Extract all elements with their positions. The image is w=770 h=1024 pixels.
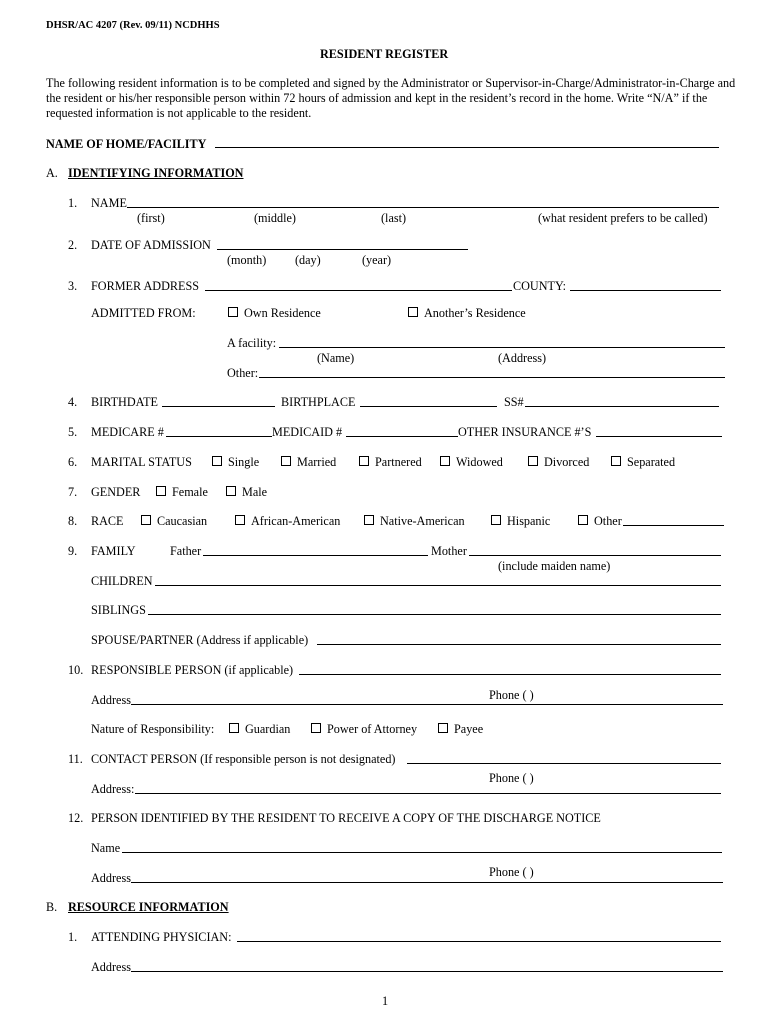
facility-label: NAME OF HOME/FACILITY bbox=[46, 137, 207, 151]
checkbox-icon bbox=[364, 515, 374, 525]
gender-option-female[interactable] bbox=[156, 485, 208, 499]
race-option-native-american[interactable] bbox=[364, 514, 465, 528]
spouse-label: SPOUSE/PARTNER (Address if applicable) bbox=[91, 633, 309, 647]
option-label: Payee bbox=[454, 722, 484, 736]
former-address-field[interactable] bbox=[205, 290, 512, 291]
children-field[interactable] bbox=[155, 585, 721, 586]
option-label: Divorced bbox=[544, 455, 590, 469]
item-number: 4. bbox=[68, 395, 78, 409]
race-other-field[interactable] bbox=[623, 525, 724, 526]
option-label: Other bbox=[594, 514, 622, 528]
other-field[interactable] bbox=[259, 377, 725, 378]
checkbox-icon bbox=[440, 456, 450, 466]
discharge-address-label: Address bbox=[91, 871, 131, 885]
county-label: COUNTY: bbox=[513, 279, 567, 293]
item-number: 2. bbox=[68, 238, 78, 252]
spouse-field[interactable] bbox=[317, 644, 721, 645]
medicare-field[interactable] bbox=[166, 436, 272, 437]
another-residence-label: Another’s Residence bbox=[424, 306, 526, 320]
marital-option-single[interactable] bbox=[212, 455, 259, 469]
marital-option-married[interactable] bbox=[281, 455, 336, 469]
checkbox-icon bbox=[226, 486, 236, 496]
option-label: Partnered bbox=[375, 455, 422, 469]
contact-address-field[interactable] bbox=[135, 793, 721, 794]
race-option-caucasian[interactable] bbox=[141, 514, 207, 528]
facility-name-field[interactable] bbox=[279, 347, 725, 348]
item-number: 7. bbox=[68, 485, 78, 499]
facility-option-label: A facility: bbox=[227, 336, 277, 350]
year-caption: (year) bbox=[362, 253, 392, 267]
children-label: CHILDREN bbox=[91, 574, 153, 588]
checkbox-icon bbox=[408, 307, 418, 317]
item-number: 10. bbox=[68, 663, 84, 677]
family-label: FAMILY bbox=[91, 544, 136, 558]
contact-address-label: Address: bbox=[91, 782, 135, 796]
item-number: 8. bbox=[68, 514, 78, 528]
discharge-phone-label: Phone ( ) bbox=[489, 865, 534, 879]
race-option-hispanic[interactable] bbox=[491, 514, 550, 528]
preferred-caption: (what resident prefers to be called) bbox=[538, 211, 708, 225]
own-residence-label: Own Residence bbox=[244, 306, 321, 320]
admission-label: DATE OF ADMISSION bbox=[91, 238, 211, 252]
nature-option-payee[interactable] bbox=[438, 722, 483, 736]
physician-address-field[interactable] bbox=[131, 971, 723, 972]
responsible-label: RESPONSIBLE PERSON (if applicable) bbox=[91, 663, 294, 677]
father-field[interactable] bbox=[203, 555, 428, 556]
option-label: Female bbox=[172, 485, 208, 499]
checkbox-icon bbox=[311, 723, 321, 733]
checkbox-icon bbox=[281, 456, 291, 466]
contact-phone-label: Phone ( ) bbox=[489, 771, 534, 785]
section-b-letter: B. bbox=[46, 900, 58, 914]
marital-option-divorced[interactable] bbox=[528, 455, 589, 469]
option-label: Male bbox=[242, 485, 268, 499]
admission-date-field[interactable] bbox=[217, 249, 468, 250]
ss-field[interactable] bbox=[525, 406, 719, 407]
ss-label: SS# bbox=[504, 395, 524, 409]
other-insurance-label: OTHER INSURANCE #’S bbox=[458, 425, 592, 439]
checkbox-icon bbox=[578, 515, 588, 525]
section-b-title: RESOURCE INFORMATION bbox=[68, 900, 229, 914]
checkbox-icon bbox=[156, 486, 166, 496]
marital-option-separated[interactable] bbox=[611, 455, 675, 469]
option-label: Widowed bbox=[456, 455, 503, 469]
mother-field[interactable] bbox=[469, 555, 721, 556]
responsible-address-label: Address bbox=[91, 693, 131, 707]
responsible-field[interactable] bbox=[299, 674, 721, 675]
father-label: Father bbox=[170, 544, 202, 558]
medicare-label: MEDICARE # bbox=[91, 425, 164, 439]
contact-field[interactable] bbox=[407, 763, 721, 764]
month-caption: (month) bbox=[227, 253, 267, 267]
item-number: 3. bbox=[68, 279, 78, 293]
item-number: 6. bbox=[68, 455, 78, 469]
page-number: 1 bbox=[382, 994, 389, 1008]
item-number: 5. bbox=[68, 425, 78, 439]
option-label: Hispanic bbox=[507, 514, 551, 528]
middle-caption: (middle) bbox=[254, 211, 296, 225]
responsible-phone-label: Phone ( ) bbox=[489, 688, 534, 702]
name-label: NAME bbox=[91, 196, 127, 210]
checkbox-icon bbox=[235, 515, 245, 525]
county-field[interactable] bbox=[570, 290, 721, 291]
gender-label: GENDER bbox=[91, 485, 141, 499]
intro-paragraph: The following resident information is to be completed and signed by the Administrator or Supervisor-in-Charge/Administrator-in-Charge and the resident or his/her responsible person within 72 hours of admission and kept in the resident’s record in the home. Write “N/A” if the requested information is not applicable to the resident. bbox=[46, 76, 736, 121]
responsible-address-field[interactable] bbox=[131, 704, 723, 705]
siblings-field[interactable] bbox=[148, 614, 721, 615]
own-residence-option[interactable] bbox=[228, 306, 321, 320]
other-insurance-field[interactable] bbox=[596, 436, 722, 437]
first-caption: (first) bbox=[137, 211, 165, 225]
item-number: 1. bbox=[68, 930, 78, 944]
former-address-label: FORMER ADDRESS bbox=[91, 279, 200, 293]
physician-address-label: Address bbox=[91, 960, 131, 974]
discharge-name-field[interactable] bbox=[122, 852, 722, 853]
physician-field[interactable] bbox=[237, 941, 721, 942]
medicaid-label: MEDICAID # bbox=[272, 425, 343, 439]
marital-label: MARITAL STATUS bbox=[91, 455, 192, 469]
day-caption: (day) bbox=[295, 253, 321, 267]
birthdate-field[interactable] bbox=[162, 406, 275, 407]
discharge-address-field[interactable] bbox=[131, 882, 723, 883]
birthdate-label: BIRTHDATE bbox=[91, 395, 158, 409]
maiden-name-caption: (include maiden name) bbox=[498, 559, 611, 573]
facility-field[interactable] bbox=[215, 147, 719, 148]
checkbox-icon bbox=[438, 723, 448, 733]
form-title: RESIDENT REGISTER bbox=[320, 47, 449, 61]
option-label: Married bbox=[297, 455, 337, 469]
medicaid-field[interactable] bbox=[346, 436, 458, 437]
other-label: Other: bbox=[227, 366, 259, 380]
another-residence-option[interactable] bbox=[408, 306, 526, 320]
nature-option-poa[interactable] bbox=[311, 722, 417, 736]
nature-label: Nature of Responsibility: bbox=[91, 722, 215, 736]
name-field[interactable] bbox=[127, 207, 719, 208]
discharge-name-label: Name bbox=[91, 841, 121, 855]
item-number: 12. bbox=[68, 811, 84, 825]
checkbox-icon bbox=[229, 723, 239, 733]
option-label: Guardian bbox=[245, 722, 291, 736]
race-label: RACE bbox=[91, 514, 124, 528]
option-label: Single bbox=[228, 455, 260, 469]
marital-option-widowed[interactable] bbox=[440, 455, 503, 469]
item-number: 9. bbox=[68, 544, 78, 558]
form-id: DHSR/AC 4207 (Rev. 09/11) NCDHHS bbox=[46, 20, 220, 31]
option-label: African-American bbox=[251, 514, 341, 528]
checkbox-icon bbox=[212, 456, 222, 466]
checkbox-icon bbox=[141, 515, 151, 525]
checkbox-icon bbox=[491, 515, 501, 525]
item-number: 1. bbox=[68, 196, 78, 210]
admitted-from-label: ADMITTED FROM: bbox=[91, 306, 196, 320]
discharge-label: PERSON IDENTIFIED BY THE RESIDENT TO RECEIVE A COPY OF THE DISCHARGE NOTICE bbox=[91, 811, 601, 825]
checkbox-icon bbox=[528, 456, 538, 466]
facility-name-caption: (Name) bbox=[317, 351, 355, 365]
gender-option-male[interactable] bbox=[226, 485, 267, 499]
siblings-label: SIBLINGS bbox=[91, 603, 146, 617]
birthplace-label: BIRTHPLACE bbox=[281, 395, 356, 409]
contact-label: CONTACT PERSON (If responsible person is not designated) bbox=[91, 752, 396, 766]
nature-option-guardian[interactable] bbox=[229, 722, 290, 736]
option-label: Native-American bbox=[380, 514, 465, 528]
checkbox-icon bbox=[359, 456, 369, 466]
option-label: Caucasian bbox=[157, 514, 208, 528]
race-option-african-american[interactable] bbox=[235, 514, 340, 528]
item-number: 11. bbox=[68, 752, 83, 766]
last-caption: (last) bbox=[381, 211, 407, 225]
birthplace-field[interactable] bbox=[360, 406, 497, 407]
section-a-title: IDENTIFYING INFORMATION bbox=[68, 166, 244, 180]
option-label: Power of Attorney bbox=[327, 722, 418, 736]
option-label: Separated bbox=[627, 455, 676, 469]
section-a-letter: A. bbox=[46, 166, 58, 180]
physician-label: ATTENDING PHYSICIAN: bbox=[91, 930, 232, 944]
mother-label: Mother bbox=[431, 544, 467, 558]
race-option-other[interactable] bbox=[578, 514, 622, 528]
checkbox-icon bbox=[611, 456, 621, 466]
checkbox-icon bbox=[228, 307, 238, 317]
facility-address-caption: (Address) bbox=[498, 351, 547, 365]
marital-option-partnered[interactable] bbox=[359, 455, 422, 469]
